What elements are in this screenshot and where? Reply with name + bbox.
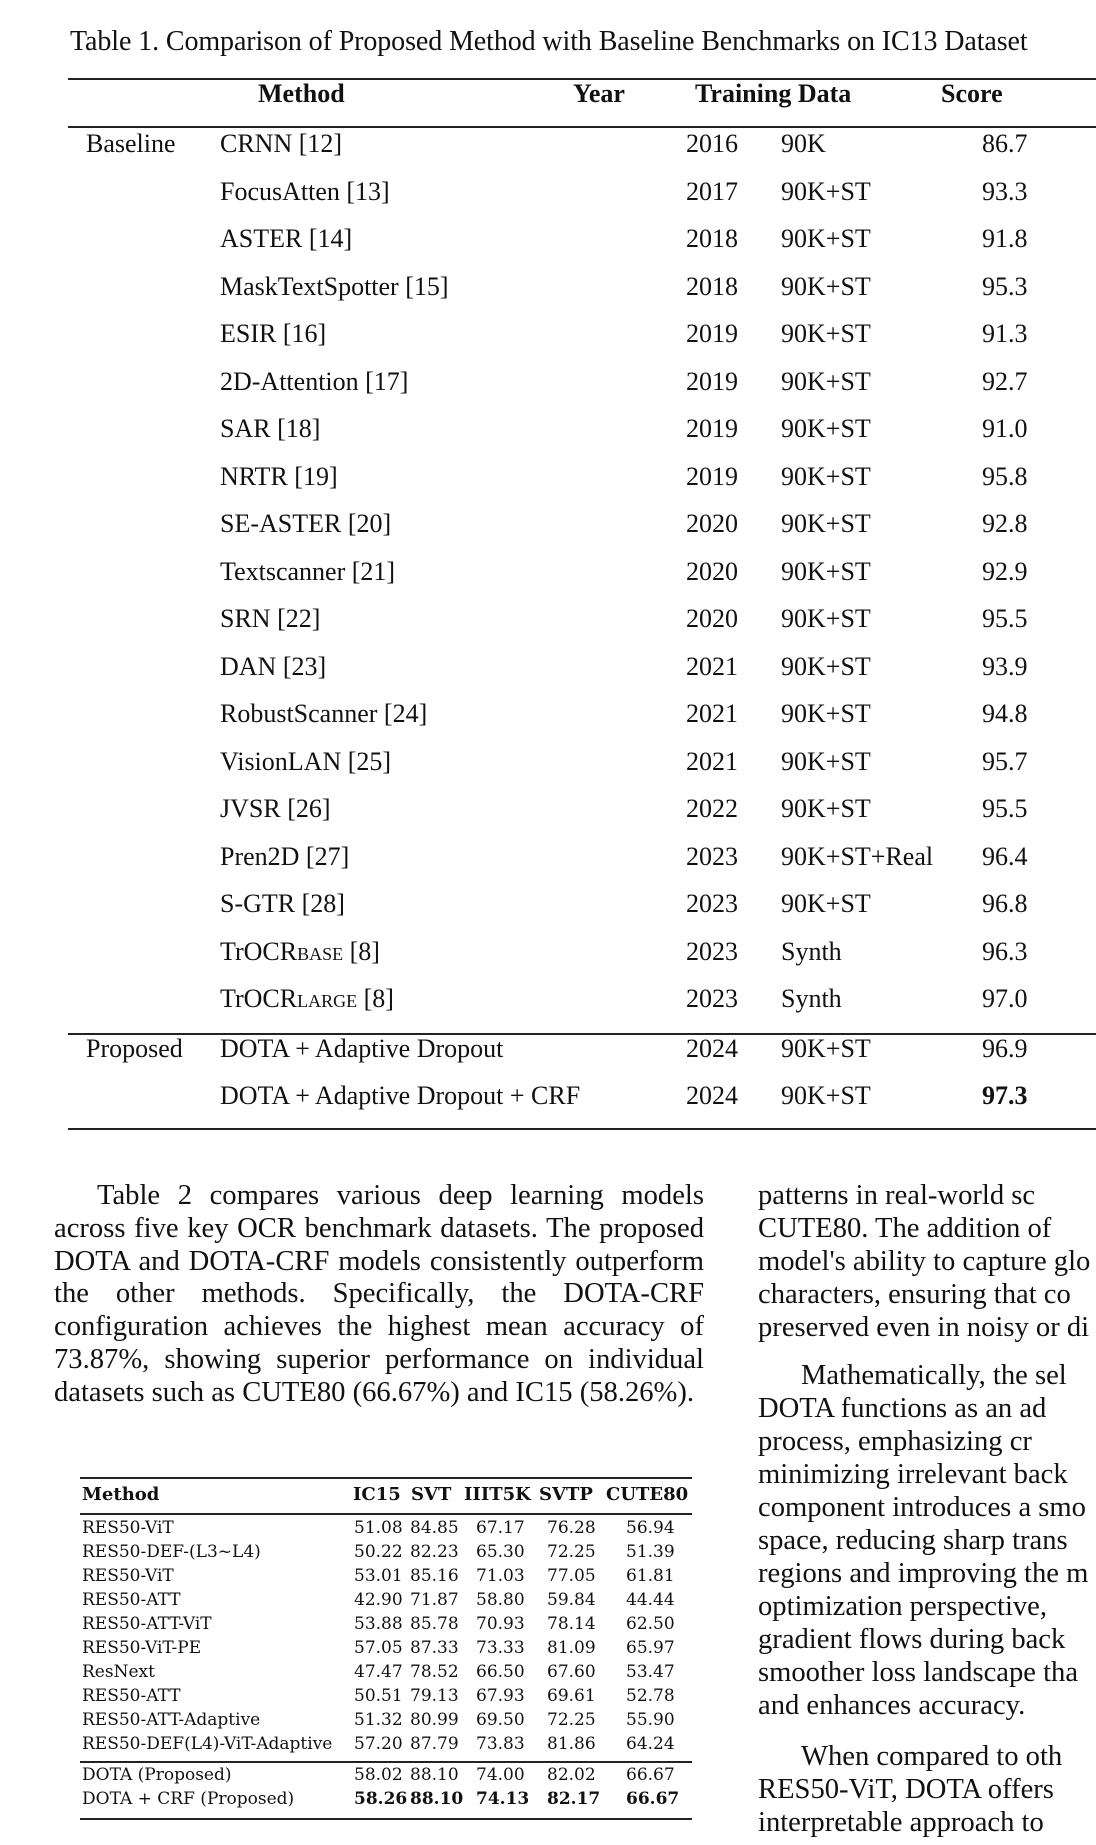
table-row	[0, 224, 1096, 264]
cute80-cell: 55.90	[626, 1710, 675, 1730]
svtp-cell: 76.28	[547, 1518, 596, 1538]
cute80-cell: 62.50	[626, 1614, 675, 1634]
table1-header-rule	[68, 126, 1096, 128]
svt-cell: 87.79	[410, 1734, 459, 1754]
score-cell: 91.8	[982, 224, 1028, 253]
text-line: minimizing irrelevant back	[758, 1459, 1068, 1490]
svtp-cell: 72.25	[547, 1710, 596, 1730]
text-line: patterns in real-world sc	[758, 1180, 1036, 1211]
svt-cell-best: 88.10	[410, 1789, 464, 1809]
year-cell: 2021	[686, 652, 738, 681]
ic15-cell: 50.22	[354, 1542, 403, 1562]
method-cell	[220, 984, 394, 1014]
method-cell: 2D-Attention [17]	[220, 367, 409, 396]
table-row	[0, 1566, 1096, 1590]
method-cell: DOTA + Adaptive Dropout	[220, 1034, 504, 1063]
ic15-cell-best: 58.26	[354, 1789, 408, 1809]
cute80-cell: 66.67	[626, 1765, 675, 1785]
method-cell: RES50-ATT-ViT	[82, 1614, 212, 1634]
iiit5k-cell: 65.30	[476, 1542, 525, 1562]
iiit5k-cell: 67.93	[476, 1686, 525, 1706]
training-cell: 90K+ST	[781, 794, 871, 823]
score-cell: 95.5	[982, 794, 1028, 823]
text-line: When compared to oth	[801, 1741, 1063, 1772]
table2-header-cute80: CUTE80	[606, 1484, 689, 1505]
table-row	[0, 509, 1096, 549]
ic15-cell: 57.05	[354, 1638, 403, 1658]
table2-top-rule	[80, 1477, 692, 1479]
score-cell: 95.5	[982, 604, 1028, 633]
training-cell: 90K+ST	[781, 604, 871, 633]
training-cell: 90K+ST	[781, 699, 871, 728]
table-row	[0, 1590, 1096, 1614]
table-row	[0, 1686, 1096, 1710]
svt-cell: 80.99	[410, 1710, 459, 1730]
training-cell: 90K	[781, 129, 826, 158]
training-cell: 90K+ST	[781, 367, 871, 396]
text-line: characters, ensuring that co	[758, 1279, 1071, 1310]
year-cell: 2020	[686, 604, 738, 633]
score-cell: 92.9	[982, 557, 1028, 586]
table-row	[0, 842, 1096, 882]
svtp-cell: 78.14	[547, 1614, 596, 1634]
method-cell: RES50-ATT	[82, 1686, 181, 1706]
table-row	[0, 889, 1096, 929]
year-cell: 2023	[686, 889, 738, 918]
method-cell: RES50-ATT	[82, 1590, 181, 1610]
ic15-cell: 51.32	[354, 1710, 403, 1730]
table-row	[0, 984, 1096, 1024]
text-line: gradient flows during back	[758, 1624, 1066, 1655]
method-cell	[220, 937, 380, 967]
ic15-cell: 51.08	[354, 1518, 403, 1538]
method-subscript: BASE	[297, 944, 344, 964]
table-row	[0, 747, 1096, 787]
method-cell: DAN [23]	[220, 652, 327, 681]
ic15-cell: 47.47	[354, 1662, 403, 1682]
year-cell: 2018	[686, 272, 738, 301]
iiit5k-cell: 69.50	[476, 1710, 525, 1730]
training-cell: 90K+ST+Real	[781, 842, 934, 871]
year-cell: 2020	[686, 557, 738, 586]
svt-cell: 85.16	[410, 1566, 459, 1586]
year-cell: 2019	[686, 462, 738, 491]
score-cell: 95.7	[982, 747, 1028, 776]
method-cell: S-GTR [28]	[220, 889, 345, 918]
table2-header-iiit5k: IIIT5K	[464, 1484, 531, 1505]
svt-cell: 78.52	[410, 1662, 459, 1682]
svtp-cell: 81.09	[547, 1638, 596, 1658]
score-cell: 96.3	[982, 937, 1028, 966]
method-main: TrOCR	[220, 937, 298, 966]
method-cell: DOTA + Adaptive Dropout + CRF	[220, 1081, 581, 1110]
svtp-cell: 67.60	[547, 1662, 596, 1682]
table2-header-ic15: IC15	[353, 1484, 401, 1505]
year-cell: 2021	[686, 747, 738, 776]
year-cell: 2024	[686, 1034, 738, 1063]
table2-header-rule	[80, 1513, 692, 1515]
table1-caption: Table 1. Comparison of Proposed Method with Baseline Benchmarks on IC13 Dataset	[70, 26, 1028, 57]
svtp-cell: 77.05	[547, 1566, 596, 1586]
iiit5k-cell: 74.00	[476, 1765, 525, 1785]
svt-cell: 85.78	[410, 1614, 459, 1634]
table-row	[0, 604, 1096, 644]
method-cell: CRNN [12]	[220, 129, 343, 158]
table-row	[0, 699, 1096, 739]
table1-header-score: Score	[941, 79, 1003, 108]
iiit5k-cell: 66.50	[476, 1662, 525, 1682]
year-cell: 2018	[686, 224, 738, 253]
table-row	[0, 129, 1096, 169]
method-ref: [8]	[357, 984, 394, 1013]
table2-header-svtp: SVTP	[539, 1484, 593, 1505]
score-cell: 97.0	[982, 984, 1028, 1013]
method-cell: DOTA + CRF (Proposed)	[82, 1789, 295, 1809]
text-line: and enhances accuracy.	[758, 1690, 1026, 1721]
ic15-cell: 53.88	[354, 1614, 403, 1634]
training-cell: 90K+ST	[781, 272, 871, 301]
cute80-cell: 56.94	[626, 1518, 675, 1538]
method-main: TrOCR	[220, 984, 298, 1013]
method-cell: RES50-ViT	[82, 1518, 174, 1538]
method-cell: RES50-ViT-PE	[82, 1638, 202, 1658]
year-cell: 2023	[686, 937, 738, 966]
svt-cell: 71.87	[410, 1590, 459, 1610]
year-cell: 2019	[686, 414, 738, 443]
year-cell: 2022	[686, 794, 738, 823]
table-row	[0, 462, 1096, 502]
ic15-cell: 50.51	[354, 1686, 403, 1706]
method-cell: RES50-ViT	[82, 1566, 174, 1586]
method-cell: SAR [18]	[220, 414, 321, 443]
method-cell: RES50-ATT-Adaptive	[82, 1710, 261, 1730]
group-label-baseline: Baseline	[86, 129, 176, 158]
svt-cell: 88.10	[410, 1765, 459, 1785]
year-cell: 2019	[686, 319, 738, 348]
training-cell: 90K+ST	[781, 462, 871, 491]
table-row	[0, 414, 1096, 454]
svtp-cell: 59.84	[547, 1590, 596, 1610]
table-row	[0, 1765, 1096, 1789]
text-line: component introduces a smo	[758, 1492, 1086, 1523]
svtp-cell: 82.02	[547, 1765, 596, 1785]
score-cell: 91.3	[982, 319, 1028, 348]
score-cell: 96.4	[982, 842, 1028, 871]
iiit5k-cell-best: 74.13	[476, 1789, 530, 1809]
table2-header-svt: SVT	[411, 1484, 452, 1505]
table-row	[0, 1662, 1096, 1686]
method-cell: VisionLAN [25]	[220, 747, 392, 776]
year-cell: 2023	[686, 842, 738, 871]
svtp-cell: 69.61	[547, 1686, 596, 1706]
year-cell: 2019	[686, 367, 738, 396]
method-cell: DOTA (Proposed)	[82, 1765, 232, 1785]
svtp-cell: 72.25	[547, 1542, 596, 1562]
table1-bottom-rule	[68, 1128, 1096, 1130]
table-row	[0, 272, 1096, 312]
method-cell: JVSR [26]	[220, 794, 331, 823]
training-cell: 90K+ST	[781, 889, 871, 918]
training-cell: 90K+ST	[781, 747, 871, 776]
method-subscript: LARGE	[297, 991, 358, 1011]
cute80-cell: 52.78	[626, 1686, 675, 1706]
ic15-cell: 57.20	[354, 1734, 403, 1754]
method-cell: SE-ASTER [20]	[220, 509, 392, 538]
table2-header-method: Method	[82, 1484, 160, 1505]
ic15-cell: 42.90	[354, 1590, 403, 1610]
year-cell: 2021	[686, 699, 738, 728]
training-cell: 90K+ST	[781, 1034, 871, 1063]
table-row	[0, 1638, 1096, 1662]
table-row	[0, 1542, 1096, 1566]
text-line: Mathematically, the sel	[801, 1360, 1067, 1391]
method-cell: SRN [22]	[220, 604, 321, 633]
year-cell: 2024	[686, 1081, 738, 1110]
table1-header-year: Year	[573, 79, 625, 108]
training-cell: 90K+ST	[781, 224, 871, 253]
cute80-cell: 53.47	[626, 1662, 675, 1682]
ic15-cell: 58.02	[354, 1765, 403, 1785]
svtp-cell-best: 82.17	[547, 1789, 601, 1809]
method-cell: RobustScanner [24]	[220, 699, 428, 728]
svt-cell: 82.23	[410, 1542, 459, 1562]
table2-group-rule	[80, 1761, 692, 1763]
text-line: optimization perspective,	[758, 1591, 1048, 1622]
iiit5k-cell: 58.80	[476, 1590, 525, 1610]
table-row	[0, 1081, 1096, 1121]
training-cell: 90K+ST	[781, 319, 871, 348]
text-line: space, reducing sharp trans	[758, 1525, 1068, 1556]
score-cell: 95.8	[982, 462, 1028, 491]
body-paragraph: Table 2 compares various deep learning models across five key OCR benchmark datasets. The proposed DOTA and DOTA-CRF models consistently outperform the other methods. Specifically, the DOTA-CRF configuration achieves the highest mean accuracy of 73.87%, showing superior performance on individual datasets such as CUTE80 (66.67%) and IC15 (58.26%).	[54, 1180, 704, 1408]
method-cell: ASTER [14]	[220, 224, 353, 253]
year-cell: 2023	[686, 984, 738, 1013]
text-line: RES50-ViT, DOTA offers	[758, 1774, 1054, 1805]
score-cell: 95.3	[982, 272, 1028, 301]
text-line: regions and improving the m	[758, 1558, 1089, 1589]
svtp-cell: 81.86	[547, 1734, 596, 1754]
training-cell: 90K+ST	[781, 557, 871, 586]
table-row	[0, 319, 1096, 359]
score-cell: 91.0	[982, 414, 1028, 443]
method-cell: ResNext	[82, 1662, 155, 1682]
method-cell: NRTR [19]	[220, 462, 338, 491]
iiit5k-cell: 70.93	[476, 1614, 525, 1634]
table-row	[0, 1734, 1096, 1758]
iiit5k-cell: 73.33	[476, 1638, 525, 1658]
table-row	[0, 1614, 1096, 1638]
table-row	[0, 1789, 1096, 1813]
svt-cell: 87.33	[410, 1638, 459, 1658]
iiit5k-cell: 67.17	[476, 1518, 525, 1538]
text-line: preserved even in noisy or di	[758, 1312, 1090, 1343]
method-cell: Textscanner [21]	[220, 557, 396, 586]
method-cell: ESIR [16]	[220, 319, 327, 348]
score-cell: 96.9	[982, 1034, 1028, 1063]
training-cell: Synth	[781, 984, 842, 1013]
method-ref: [8]	[343, 937, 380, 966]
training-cell: 90K+ST	[781, 414, 871, 443]
year-cell: 2020	[686, 509, 738, 538]
table-row	[0, 367, 1096, 407]
table-row	[0, 177, 1096, 217]
training-cell: 90K+ST	[781, 1081, 871, 1110]
score-cell: 96.8	[982, 889, 1028, 918]
table1-header-training-data: Training Data	[695, 79, 852, 108]
cute80-cell: 65.97	[626, 1638, 675, 1658]
training-cell: 90K+ST	[781, 652, 871, 681]
table-row	[0, 937, 1096, 977]
method-cell: RES50-DEF-(L3~L4)	[82, 1542, 261, 1562]
year-cell: 2017	[686, 177, 738, 206]
table-row	[0, 1518, 1096, 1542]
iiit5k-cell: 71.03	[476, 1566, 525, 1586]
table-row	[0, 1710, 1096, 1734]
group-label-proposed: Proposed	[86, 1034, 183, 1063]
text-line: smoother loss landscape tha	[758, 1657, 1079, 1688]
method-cell: Pren2D [27]	[220, 842, 350, 871]
method-cell: MaskTextSpotter [15]	[220, 272, 449, 301]
cute80-cell: 44.44	[626, 1590, 675, 1610]
table-row	[0, 557, 1096, 597]
text-line: process, emphasizing cr	[758, 1426, 1032, 1457]
score-cell: 93.3	[982, 177, 1028, 206]
year-cell: 2016	[686, 129, 738, 158]
cute80-cell: 64.24	[626, 1734, 675, 1754]
training-cell: 90K+ST	[781, 177, 871, 206]
table-row	[0, 652, 1096, 692]
score-cell: 92.7	[982, 367, 1028, 396]
ic15-cell: 53.01	[354, 1566, 403, 1586]
training-cell: Synth	[781, 937, 842, 966]
score-cell-best: 97.3	[982, 1081, 1028, 1110]
text-line: DOTA functions as an ad	[758, 1393, 1047, 1424]
score-cell: 93.9	[982, 652, 1028, 681]
iiit5k-cell: 73.83	[476, 1734, 525, 1754]
text-line: interpretable approach to	[758, 1807, 1044, 1838]
method-cell: FocusAtten [13]	[220, 177, 390, 206]
text-line: model's ability to capture glo	[758, 1246, 1091, 1277]
cute80-cell: 51.39	[626, 1542, 675, 1562]
table1-header-method: Method	[258, 79, 345, 108]
text-line: CUTE80. The addition of	[758, 1213, 1052, 1244]
svt-cell: 79.13	[410, 1686, 459, 1706]
method-cell: RES50-DEF(L4)-ViT-Adaptive	[82, 1734, 333, 1754]
cute80-cell: 61.81	[626, 1566, 675, 1586]
table-row	[0, 794, 1096, 834]
svt-cell: 84.85	[410, 1518, 459, 1538]
cute80-cell-best: 66.67	[626, 1789, 680, 1809]
score-cell: 94.8	[982, 699, 1028, 728]
training-cell: 90K+ST	[781, 509, 871, 538]
table2-bottom-rule	[80, 1818, 692, 1820]
score-cell: 92.8	[982, 509, 1028, 538]
score-cell: 86.7	[982, 129, 1028, 158]
table-row	[0, 1034, 1096, 1074]
